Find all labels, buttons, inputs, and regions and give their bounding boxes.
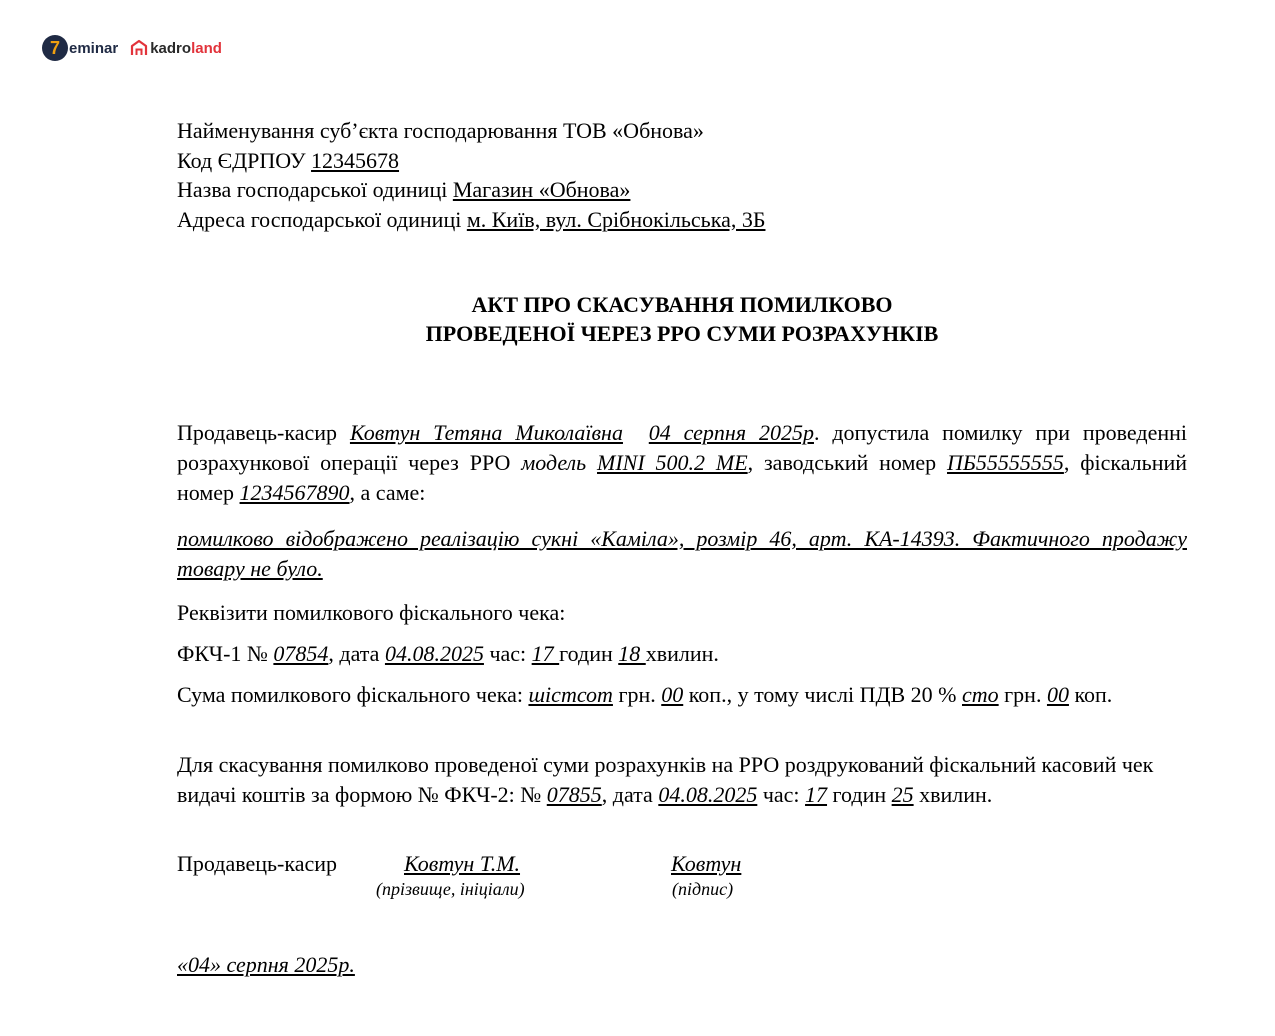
edrpou-code: 12345678 — [311, 147, 400, 173]
sum-words: шістсот — [528, 682, 613, 707]
unit-address: м. Київ, вул. Срібнокільська, 3Б — [466, 206, 766, 232]
fkc2-minutes: 25 — [891, 782, 914, 807]
error-description: помилково відображено реалізацію сукні «Каміла», розмір 46, арт. КА-14393. Фактичного продажу товару не було. — [177, 526, 1187, 581]
fkc2-hours: 17 — [805, 782, 828, 807]
seminar-logo-text: eminar — [69, 39, 119, 57]
signature-sign: Ковтун — [671, 851, 742, 876]
fkc2-date: 04.08.2025 — [658, 782, 758, 807]
document-date: «04» серпня 2025р. — [177, 952, 355, 977]
fkc2-number: 07855 — [546, 782, 602, 807]
signature-name: Ковтун Т.М. — [404, 851, 521, 876]
sign-caption: (підпис) — [672, 879, 734, 899]
cashier-full-name: Ковтун Тетяна Миколаївна — [349, 420, 623, 445]
logo-bar — [42, 33, 222, 63]
edrpou-line: Код ЄДРПОУ 12345678 — [177, 147, 400, 173]
vat-kop: 00 — [1046, 682, 1069, 707]
fkc1-line: ФКЧ-1 № 07854, дата 04.08.2025 час: 17 годин 18 хвилин. — [177, 641, 719, 666]
fkc1-date: 04.08.2025 — [384, 641, 484, 666]
kadroland-house-icon — [130, 39, 148, 57]
error-date: 04 серпня 2025р — [648, 420, 814, 445]
requisites-label: Реквізити помилкового фіскального чека: — [177, 600, 566, 625]
unit-line: Назва господарської одиниці Магазин «Обнова» — [177, 177, 631, 202]
entity-line: Найменування суб’єкта господарювання ТОВ «Обнова» — [177, 118, 704, 143]
sum-statement: Сума помилкового фіскального чека: шістсот грн. 00 коп., у тому числі ПДВ 20 % сто грн. 00 коп. — [177, 682, 1113, 707]
unit-name: Магазин «Обнова» — [452, 177, 631, 202]
fkc1-hours: 17 — [531, 641, 560, 666]
vat-words: сто — [962, 682, 999, 707]
error-statement: Продавець-касир Ковтун Тетяна Миколаївна 04 серпня 2025р. допустила помилку при проведенні розрахункової операції через РРО модель MINI 500.2 ME, заводський номер ПБ55555555, фіскальний номер 1234567890, а саме: — [177, 420, 1188, 505]
rro-model: MINI 500.2 ME — [597, 450, 748, 475]
kadroland-logo-text: kadroland — [150, 39, 222, 57]
entity-header — [177, 116, 765, 234]
fkc1-minutes: 18 — [618, 641, 646, 666]
entity-name: ТОВ «Обнова» — [562, 118, 704, 143]
serial-number: ПБ55555555 — [947, 450, 1064, 475]
signature-role: Продавець-касир — [177, 851, 338, 876]
address-line: Адреса господарської одиниці м. Київ, вул. Срібнокільська, 3Б — [177, 206, 766, 232]
cancel-statement: Для скасування помилково проведеної суми розрахунків на РРО роздрукований фіскальний касовий чек видачі коштів за формою № ФКЧ-2: № 07855, дата 04.08.2025 час: 17 годин 25 хвилин. — [177, 752, 1154, 807]
document-title: АКТ ПРО СКАСУВАННЯ ПОМИЛКОВО ПРОВЕДЕНОЇ ЧЕРЕЗ РРО СУМИ РОЗРАХУНКІВ — [425, 292, 939, 346]
fkc1-number: 07854 — [273, 641, 329, 666]
seminar-logo-mark: 7 — [42, 35, 68, 61]
sum-kop: 00 — [661, 682, 684, 707]
name-caption: (прізвище, ініціали) — [376, 879, 525, 899]
fiscal-number: 1234567890 — [239, 480, 350, 505]
